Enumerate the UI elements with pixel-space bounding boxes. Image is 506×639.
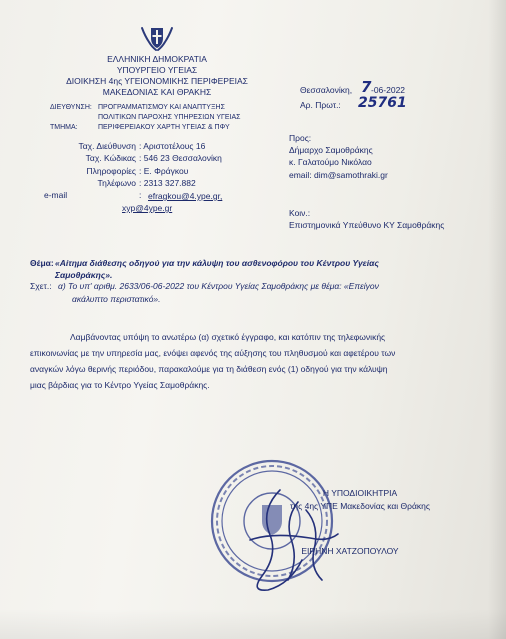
reference-label: Σχετ.: xyxy=(30,281,52,291)
greek-coat-of-arms-icon xyxy=(140,24,174,54)
body-line-1: Λαμβάνοντας υπόψη το ανωτέρω (α) σχετικό έγγραφο, και κατόπιν της τηλεφωνικής xyxy=(70,332,386,342)
phone-value: : 2313 327.882 xyxy=(139,178,196,188)
email-link-2[interactable]: xyp@4ype.gr xyxy=(122,203,173,213)
address-label: Ταχ. Διεύθυνση xyxy=(78,141,136,151)
signatory-name: ΕΙΡΗΝΗ ΧΑΤΖΟΠΟΥΛΟΥ xyxy=(301,546,399,556)
email-colon: : xyxy=(139,190,142,200)
recipient-email: email: dim@samothraki.gr xyxy=(289,170,388,180)
info-value: : Ε. Φράγκου xyxy=(139,166,189,176)
postcode-value: : 546 23 Θεσσαλονίκη xyxy=(139,153,222,163)
subject-label: Θέμα: xyxy=(30,258,54,268)
header-line-ministry: ΥΠΟΥΡΓΕΙΟ ΥΓΕΙΑΣ xyxy=(116,65,198,75)
date-suffix: -06-2022 xyxy=(371,85,406,95)
subject-line-1: «Αίτημα διάθεσης οδηγού για την κάλυψη του ασθενοφόρου του Κέντρου Υγείας xyxy=(55,258,379,268)
directorate-name-2: ΠΟΛΙΤΙΚΩΝ ΠΑΡΟΧΗΣ ΥΠΗΡΕΣΙΩΝ ΥΓΕΙΑΣ xyxy=(98,114,241,121)
section-label: ΤΜΗΜΑ: xyxy=(50,124,78,131)
recipient-line-1: Δήμαρχο Σαμοθράκης xyxy=(289,145,373,155)
signatory-title: Η ΥΠΟΔΙΟΙΚΗΤΡΙΑ xyxy=(322,488,398,498)
page-bottom-shadow xyxy=(0,609,506,639)
directorate-name-1: ΠΡΟΓΡΑΜΜΑΤΙΣΜΟΥ ΚΑΙ ΑΝΑΠΤΥΞΗΣ xyxy=(98,104,225,111)
signatory-organization: της 4ης ΥΠΕ Μακεδονίας και Θράκης xyxy=(290,501,430,511)
header-line-administration: ΔΙΟΙΚΗΣΗ 4ης ΥΓΕΙΟΝΟΜΙΚΗΣ ΠΕΡΙΦΕΡΕΙΑΣ xyxy=(66,76,248,86)
email-link-1[interactable]: efragkou@4.ype.gr, xyxy=(148,191,223,201)
body-line-3: αναγκών λόγω θερινής περιόδου, παρακαλούμε για τη διάθεση ενός (1) οδηγού για την κάλυψη xyxy=(30,364,388,374)
info-label: Πληροφορίες xyxy=(86,166,136,176)
protocol-label: Αρ. Πρωτ.: xyxy=(300,100,341,110)
email-label: e-mail xyxy=(44,190,68,200)
reference-line-2: ακάλυπτο περιστατικό». xyxy=(72,294,161,304)
cc-label: Κοιν.: xyxy=(289,208,311,218)
handwritten-signature-icon xyxy=(210,480,360,600)
recipient-label: Προς: xyxy=(289,133,312,143)
address-value: : Αριστοτέλους 16 xyxy=(139,141,206,151)
date-prefix: Θεσσαλονίκη, xyxy=(300,85,353,95)
cc-line-1: Επιστημονικά Υπεύθυνο ΚΥ Σαμοθράκης xyxy=(289,220,445,230)
subject-line-2: Σαμοθράκης». xyxy=(55,270,113,280)
directorate-label: ΔΙΕΥΘΥΝΣΗ: xyxy=(50,104,92,111)
page-edge-shadow xyxy=(488,0,506,639)
phone-label: Τηλέφωνο xyxy=(97,178,136,188)
reference-line-1: α) Το υπ' αριθμ. 2633/06-06-2022 του Κέντρου Υγείας Σαμοθράκης με θέμα: «Επείγον xyxy=(58,281,379,291)
body-line-4: μιας βάρδιας για το Κέντρο Υγείας Σαμοθράκης. xyxy=(30,380,210,390)
recipient-line-2: κ. Γαλατούμο Νικόλαο xyxy=(289,157,372,167)
body-line-2: επικοινωνίας με την υπηρεσία μας, ενόψει αφενός της αύξησης του πληθυσμού και αφετέρου των xyxy=(30,348,396,358)
section-name: ΠΕΡΙΦΕΡΕΙΑΚΟΥ ΧΑΡΤΗ ΥΓΕΙΑΣ & ΠΦΥ xyxy=(98,124,230,131)
protocol-number-handwritten: 25761 xyxy=(358,95,407,111)
date-day-handwritten: 7 xyxy=(361,78,372,96)
header-line-region: ΜΑΚΕΔΟΝΙΑΣ ΚΑΙ ΘΡΑΚΗΣ xyxy=(102,87,212,97)
postcode-label: Ταχ. Κώδικας xyxy=(85,153,136,163)
header-line-republic: ΕΛΛΗΝΙΚΗ ΔΗΜΟΚΡΑΤΙΑ xyxy=(107,54,207,64)
